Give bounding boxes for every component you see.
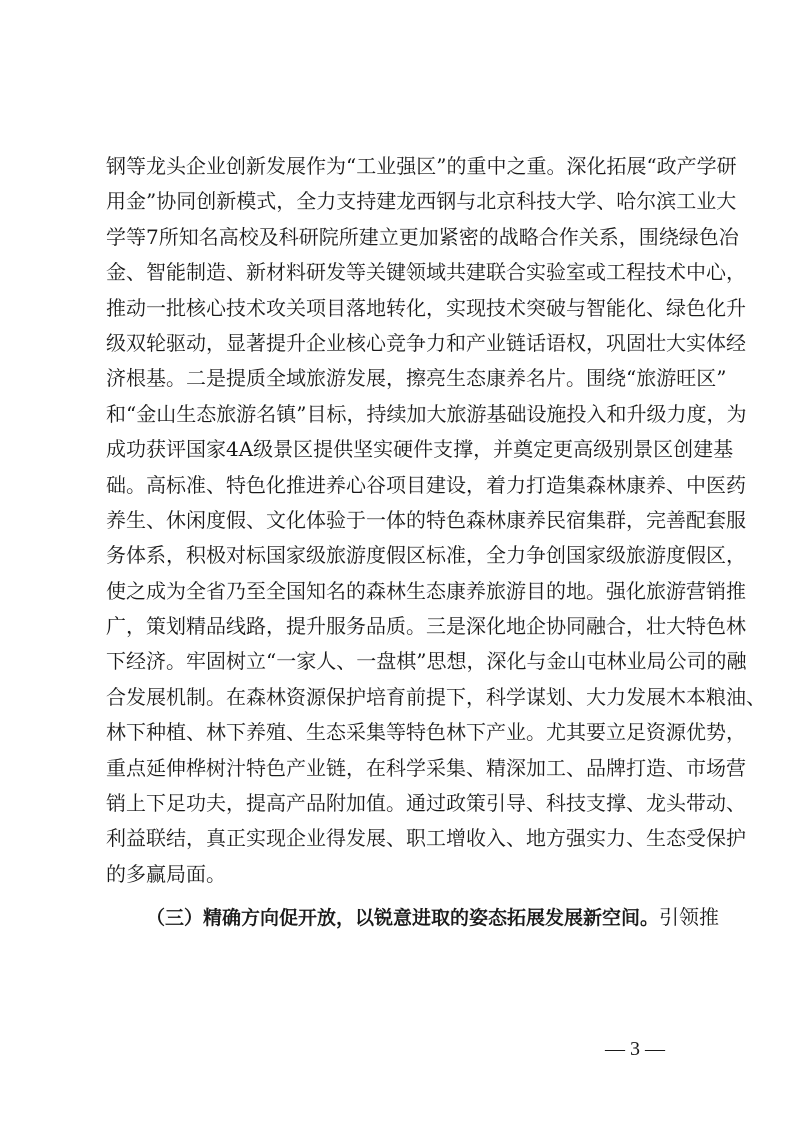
paragraph-line: 林下种植、林下养殖、生态采集等特色林下产业。尤其要立足资源优势， — [106, 720, 746, 745]
paragraph-line: 础。高标准、特色化推进养心谷项目建设，着力打造集森林康养、中医药 — [106, 472, 746, 497]
paragraph-line: 的多赢局面。 — [106, 861, 226, 886]
section-heading-line — [106, 900, 720, 935]
paragraph-line: 成功获评国家4A级景区提供坚实硬件支撑，并奠定更高级别景区创建基 — [106, 437, 734, 462]
paragraph-line: 推动一批核心技术攻关项目落地转化，实现技术突破与智能化、绿色化升 — [106, 295, 746, 320]
section-heading-continuation: 引领推 — [659, 905, 720, 930]
paragraph-line: 用金”协同创新模式，全力支持建龙西钢与北京科技大学、哈尔滨工业大 — [106, 189, 737, 214]
paragraph-line: 金、智能制造、新材料研发等关键领域共建联合实验室或工程技术中心， — [106, 260, 746, 285]
body-text — [106, 149, 766, 936]
paragraph-line: 下经济。牢固树立“一家人、一盘棋”思想，深化与金山屯林业局公司的融 — [106, 649, 747, 674]
paragraph-line: 合发展机制。在森林资源保护培育前提下，科学谋划、大力发展木本粮油、 — [106, 684, 766, 709]
paragraph-line: 养生、休闲度假、文化体验于一体的特色森林康养民宿集群，完善配套服 — [106, 507, 746, 532]
paragraph-line: 务体系，积极对标国家级旅游度假区标准，全力争创国家级旅游度假区， — [106, 543, 746, 568]
paragraph-line: 重点延伸桦树汁特色产业链，在科学采集、精深加工、品牌打造、市场营 — [106, 755, 746, 780]
paragraph-line: 销上下足功夫，提高产品附加值。通过政策引导、科技支撑、龙头带动、 — [106, 791, 746, 816]
paragraph-line: 使之成为全省乃至全国知名的森林生态康养旅游目的地。强化旅游营销推 — [106, 578, 746, 603]
paragraph-line: 利益联结，真正实现企业得发展、职工增收入、地方强实力、生态受保护 — [106, 826, 746, 851]
paragraph-line: 学等7所知名高校及科研院所建立更加紧密的战略合作关系，围绕绿色冶 — [106, 224, 739, 249]
paragraph-line: 广，策划精品线路，提升服务品质。三是深化地企协同融合，壮大特色林 — [106, 614, 746, 639]
paragraph-line: 钢等龙头企业创新发展作为“工业强区”的重中之重。深化拓展“政产学研 — [106, 154, 737, 178]
section-heading: （三）精确方向促开放，以锐意进取的姿态拓展发展新空间。 — [146, 907, 660, 930]
paragraph-line: 级双轮驱动，显著提升企业核心竞争力和产业链话语权，巩固壮大实体经 — [106, 330, 746, 355]
page-number: — 3 — — [605, 1038, 665, 1060]
paragraph-line: 济根基。二是提质全域旅游发展，擦亮生态康养名片。围绕“旅游旺区” — [106, 366, 727, 391]
paragraph-line: 和“金山生态旅游名镇”目标，持续加大旅游基础设施投入和升级力度，为 — [106, 401, 747, 426]
